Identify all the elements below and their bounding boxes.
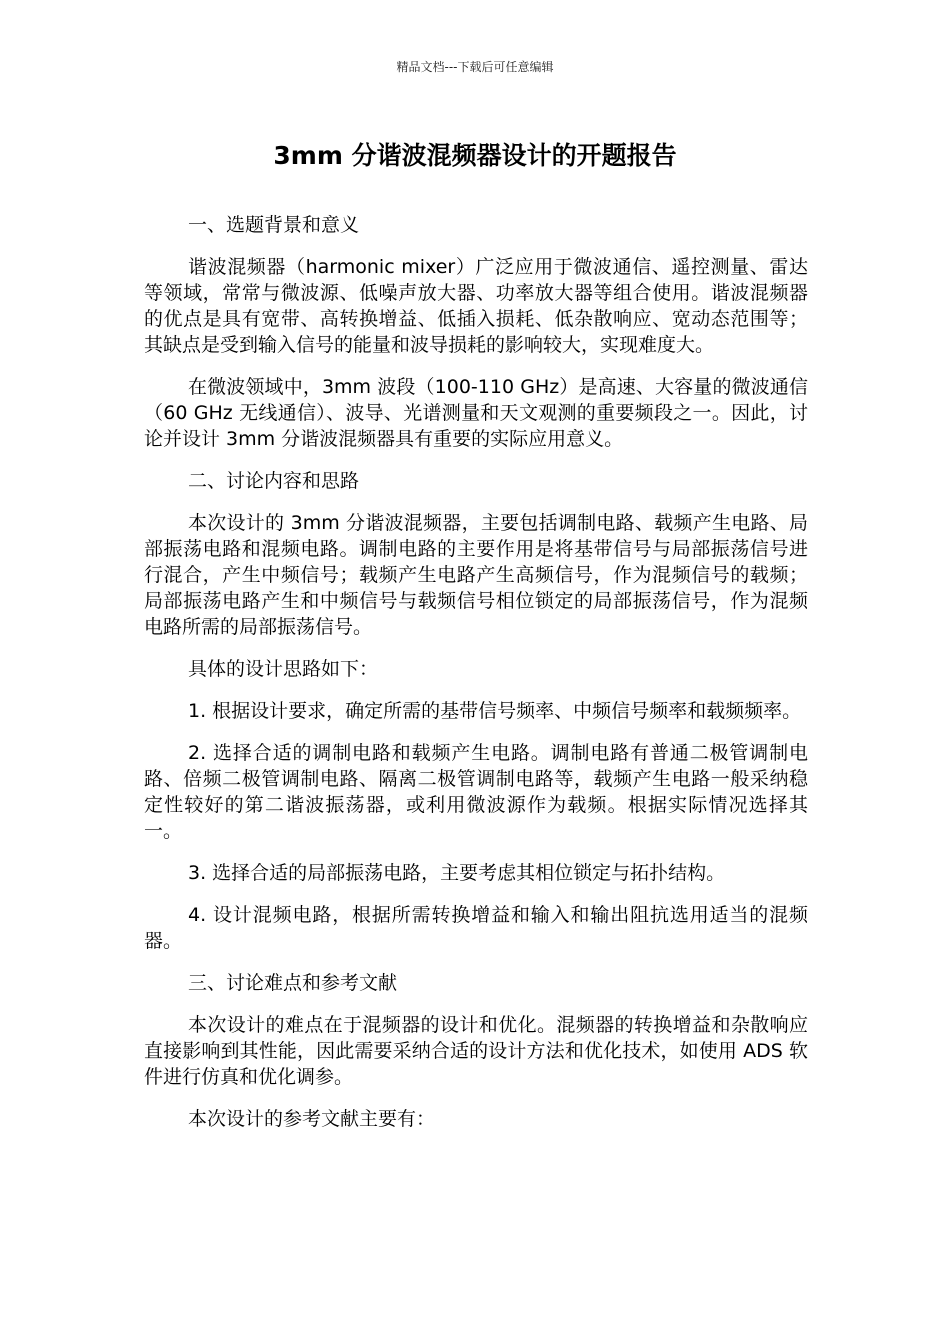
section-heading-background: 一、选题背景和意义 (188, 214, 360, 236)
section-heading-difficulties: 三、讨论难点和参考文献 (188, 972, 398, 994)
list-item-step-1: 1. 根据设计要求，确定所需的基带信号频率、中频信号频率和载频频率。 (188, 700, 802, 722)
document-body (144, 212, 808, 1148)
list-item-step-2: 2. 选择合适的调制电路和载频产生电路。调制电路有普通二极管调制电路、倍频二极管调制电路、隔离二极管调制电路等，载频产生电路一般采纳稳定性较好的第二谐波振荡器，或利用微波源作为载频。根据实际情况选择其一。 (144, 742, 808, 842)
list-item-step-3: 3. 选择合适的局部振荡电路，主要考虑其相位锁定与拓扑结构。 (188, 862, 726, 884)
header-note: 精品文档---下载后可任意编辑 (396, 60, 554, 74)
paragraph-references-intro: 本次设计的参考文献主要有： (188, 1108, 436, 1130)
paragraph-design-intro: 具体的设计思路如下： (188, 658, 379, 680)
paragraph-background-1: 谐波混频器（harmonic mixer）广泛应用于微波通信、遥控测量、雷达等领域，常常与微波源、低噪声放大器、功率放大器等组合使用。谐波混频器的优点是具有宽带、高转换增益、低插入损耗、低杂散响应、宽动态范围等；其缺点是受到输入信号的能量和波导损耗的影响较大，实现难度大。 (144, 256, 808, 356)
paragraph-content-1: 本次设计的 3mm 分谐波混频器，主要包括调制电路、载频产生电路、局部振荡电路和混频电路。调制电路的主要作用是将基带信号与局部振荡信号进行混合，产生中频信号；载频产生电路产生高频信号，作为混频信号的载频；局部振荡电路产生和中频信号与载频信号相位锁定的局部振荡信号，作为混频电路所需的局部振荡信号。 (144, 512, 808, 638)
paragraph-background-2: 在微波领域中，3mm 波段（100-110 GHz）是高速、大容量的微波通信（60 GHz 无线通信）、波导、光谱测量和天文观测的重要频段之一。因此，讨论并设计 3mm 分谐波混频器具有重要的实际应用意义。 (144, 376, 808, 450)
section-heading-content: 二、讨论内容和思路 (188, 470, 360, 492)
list-item-step-4: 4. 设计混频电路，根据所需转换增益和输入和输出阻抗选用适当的混频器。 (144, 904, 808, 952)
paragraph-difficulties-1: 本次设计的难点在于混频器的设计和优化。混频器的转换增益和杂散响应直接影响到其性能，因此需要采纳合适的设计方法和优化技术，如使用 ADS 软件进行仿真和优化调参。 (144, 1014, 808, 1088)
document-title: 3mm 分谐波混频器设计的开题报告 (273, 141, 677, 170)
